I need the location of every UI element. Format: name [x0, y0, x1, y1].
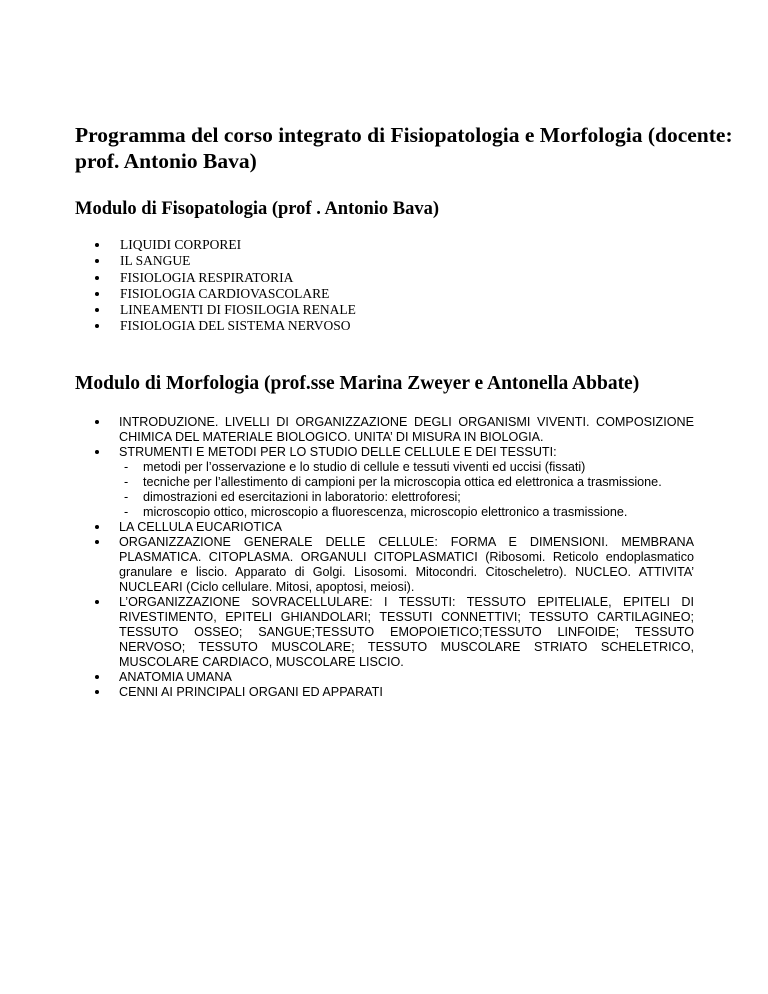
module-morfologia-list	[0, 415, 768, 700]
dash-icon: -	[124, 460, 129, 474]
list-item-text: ORGANIZZAZIONE GENERALE DELLE CELLULE: FORMA E DIMENSIONI. MEMBRANA PLASMATICA. CITOPLASMA. ORGANULI CITOPLASMATICI (Ribosomi. Reticolo endoplasmatico granulare e liscio. Apparato di Golgi. Lisosomi. Mitocondri. Citoscheletro). NUCLEO. ATTIVITA’ NUCLEARI (Ciclo cellulare. Mitosi, apoptosi, meiosi).	[119, 535, 694, 594]
sub-list-item-text: microscopio ottico, microscopio a fluorescenza, microscopio elettronico a trasmissione.	[143, 505, 628, 519]
list-item-text: FISIOLOGIA CARDIOVASCOLARE	[120, 285, 330, 301]
sub-list-item-text: tecniche per l’allestimento di campioni per la microscopia ottica ed elettronica a trasmissione.	[143, 475, 662, 489]
bullet-icon	[95, 243, 99, 247]
bullet-icon	[95, 600, 99, 604]
list-item	[0, 318, 356, 334]
module-morfologia-heading: Modulo di Morfologia (prof.sse Marina Zweyer e Antonella Abbate)	[75, 373, 640, 394]
bullet-icon	[95, 690, 99, 694]
list-item-text: ANATOMIA UMANA	[119, 670, 232, 684]
list-item-text: LA CELLULA EUCARIOTICA	[119, 520, 283, 534]
list-item-text: FISIOLOGIA RESPIRATORIA	[120, 269, 294, 285]
dash-icon: -	[124, 505, 129, 519]
list-item	[0, 302, 356, 318]
sub-list-item	[124, 475, 695, 490]
list-item	[119, 520, 694, 535]
list-item	[0, 237, 356, 253]
dash-icon: -	[124, 475, 129, 489]
list-item-text: CENNI AI PRINCIPALI ORGANI ED APPARATI	[119, 685, 383, 699]
list-item	[119, 535, 694, 595]
page-title: Programma del corso integrato di Fisiopatologia e Morfologia (docente: prof. Antonio Bava)	[75, 123, 733, 173]
bullet-icon	[95, 276, 99, 280]
sub-list-item	[124, 505, 695, 520]
list-item-text: L’ORGANIZZAZIONE SOVRACELLULARE: I TESSUTI: TESSUTO EPITELIALE, EPITELI DI RIVESTIMENTO, EPITELI GHIANDOLARI; TESSUTI CONNETTIVI; TESSUTO CARTILAGINEO; TESSUTO OSSEO; SANGUE;TESSUTO EMOPOIETICO;TESSUTO LINFOIDE; TESSUTO NERVOSO; TESSUTO MUSCOLARE; TESSUTO MUSCOLARE STRIATO SCHELETRICO, MUSCOLARE CARDIACO, MUSCOLARE LISCIO.	[119, 595, 694, 669]
list-item-text: LIQUIDI CORPOREI	[120, 237, 242, 252]
list-item	[0, 270, 356, 286]
list-item	[0, 253, 356, 269]
list-item	[119, 445, 694, 460]
sub-list-item-text: dimostrazioni ed esercitazioni in laboratorio: elettroforesi;	[143, 490, 461, 504]
list-item-text: INTRODUZIONE. LIVELLI DI ORGANIZZAZIONE DEGLI ORGANISMI VIVENTI. COMPOSIZIONE CHIMICA DEL MATERIALE BIOLOGICO. UNITA’ DI MISURA IN BIOLOGIA.	[119, 415, 694, 444]
bullet-icon	[95, 324, 99, 328]
module-fisiopatologia-list	[0, 237, 356, 335]
sub-list-item-text: metodi per l’osservazione e lo studio di cellule e tessuti viventi ed uccisi (fissati)	[143, 460, 586, 474]
list-item-text: FISIOLOGIA DEL SISTEMA NERVOSO	[120, 318, 351, 334]
list-item	[119, 595, 694, 670]
list-item	[119, 685, 694, 700]
bullet-icon	[95, 525, 99, 529]
bullet-icon	[95, 675, 99, 679]
sub-list-item	[124, 460, 695, 475]
sub-list-item	[124, 490, 695, 505]
list-item-text: LINEAMENTI DI FIOSILOGIA RENALE	[120, 302, 356, 318]
dash-icon: -	[124, 490, 129, 504]
list-item-text: IL SANGUE	[120, 253, 191, 269]
bullet-icon	[95, 308, 99, 312]
bullet-icon	[95, 540, 99, 544]
list-item-text: STRUMENTI E METODI PER LO STUDIO DELLE CELLULE E DEI TESSUTI:	[119, 445, 557, 459]
module-fisiopatologia-heading: Modulo di Fisopatologia (prof . Antonio Bava)	[75, 199, 440, 219]
bullet-icon	[95, 420, 99, 424]
bullet-icon	[95, 450, 99, 454]
bullet-icon	[95, 292, 99, 296]
list-item	[119, 670, 694, 685]
list-item	[119, 415, 694, 445]
bullet-icon	[95, 259, 99, 263]
list-item	[0, 286, 356, 302]
